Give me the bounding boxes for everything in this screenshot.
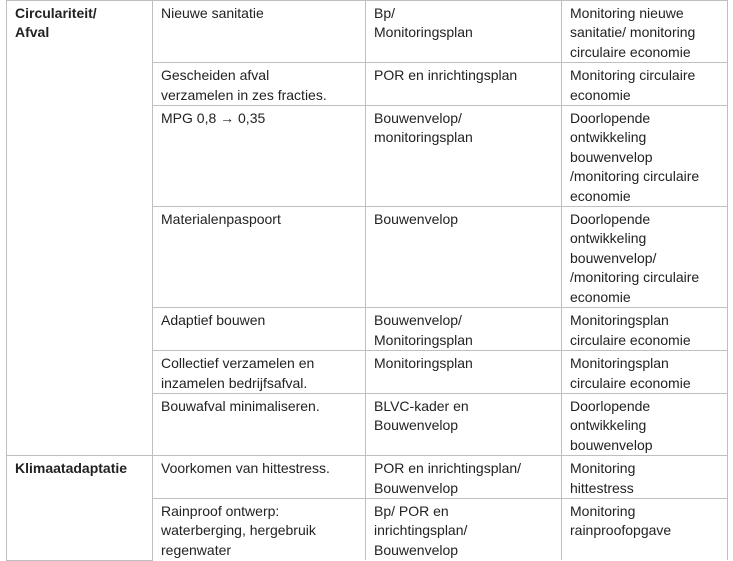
instrument-cell: Bp/ POR en inrichtingsplan/ Bouwenvelop: [366, 498, 562, 560]
measure-cell: Bouwafval minimaliseren.: [153, 393, 366, 455]
monitoring-cell: Monitoring nieuwe sanitatie/ monitoring circulaire economie: [562, 1, 728, 63]
monitoring-cell: Monitoringsplan circulaire economie: [562, 351, 728, 394]
measures-table: [6, 0, 728, 561]
instrument-cell: Bp/ Monitoringsplan: [366, 1, 562, 63]
monitoring-cell: Doorlopende ontwikkeling bouwenvelop: [562, 393, 728, 455]
instrument-cell: Monitoringsplan: [366, 351, 562, 394]
monitoring-cell: Monitoring rainproofopgave: [562, 498, 728, 560]
monitoring-cell: Doorlopende ontwikkeling bouwenvelop/ /monitoring circulaire economie: [562, 207, 728, 308]
instrument-cell: POR en inrichtingsplan/ Bouwenvelop: [366, 456, 562, 499]
table-row: [7, 456, 728, 499]
measure-cell: Materialenpaspoort: [153, 207, 366, 308]
measure-cell: Nieuwe sanitatie: [153, 1, 366, 63]
monitoring-cell: Doorlopende ontwikkeling bouwenvelop /monitoring circulaire economie: [562, 106, 728, 207]
instrument-cell: Bouwenvelop/ Monitoringsplan: [366, 308, 562, 351]
instrument-cell: BLVC-kader en Bouwenvelop: [366, 393, 562, 455]
category-cell: Circulariteit/ Afval: [7, 1, 153, 456]
instrument-cell: Bouwenvelop/ monitoringsplan: [366, 106, 562, 207]
measure-cell: MPG 0,8 → 0,35: [153, 106, 366, 207]
measure-cell: Collectief verzamelen en inzamelen bedrijfsafval.: [153, 351, 366, 394]
measure-cell: Rainproof ontwerp: waterberging, hergebruik regenwater: [153, 498, 366, 560]
instrument-cell: Bouwenvelop: [366, 207, 562, 308]
category-cell: Klimaatadaptatie: [7, 456, 153, 561]
monitoring-cell: Monitoring circulaire economie: [562, 63, 728, 106]
measure-cell: Voorkomen van hittestress.: [153, 456, 366, 499]
instrument-cell: POR en inrichtingsplan: [366, 63, 562, 106]
monitoring-cell: Monitoring hittestress: [562, 456, 728, 499]
table-row: [7, 1, 728, 63]
measure-cell: Adaptief bouwen: [153, 308, 366, 351]
monitoring-cell: Monitoringsplan circulaire economie: [562, 308, 728, 351]
measure-cell: Gescheiden afval verzamelen in zes fracties.: [153, 63, 366, 106]
